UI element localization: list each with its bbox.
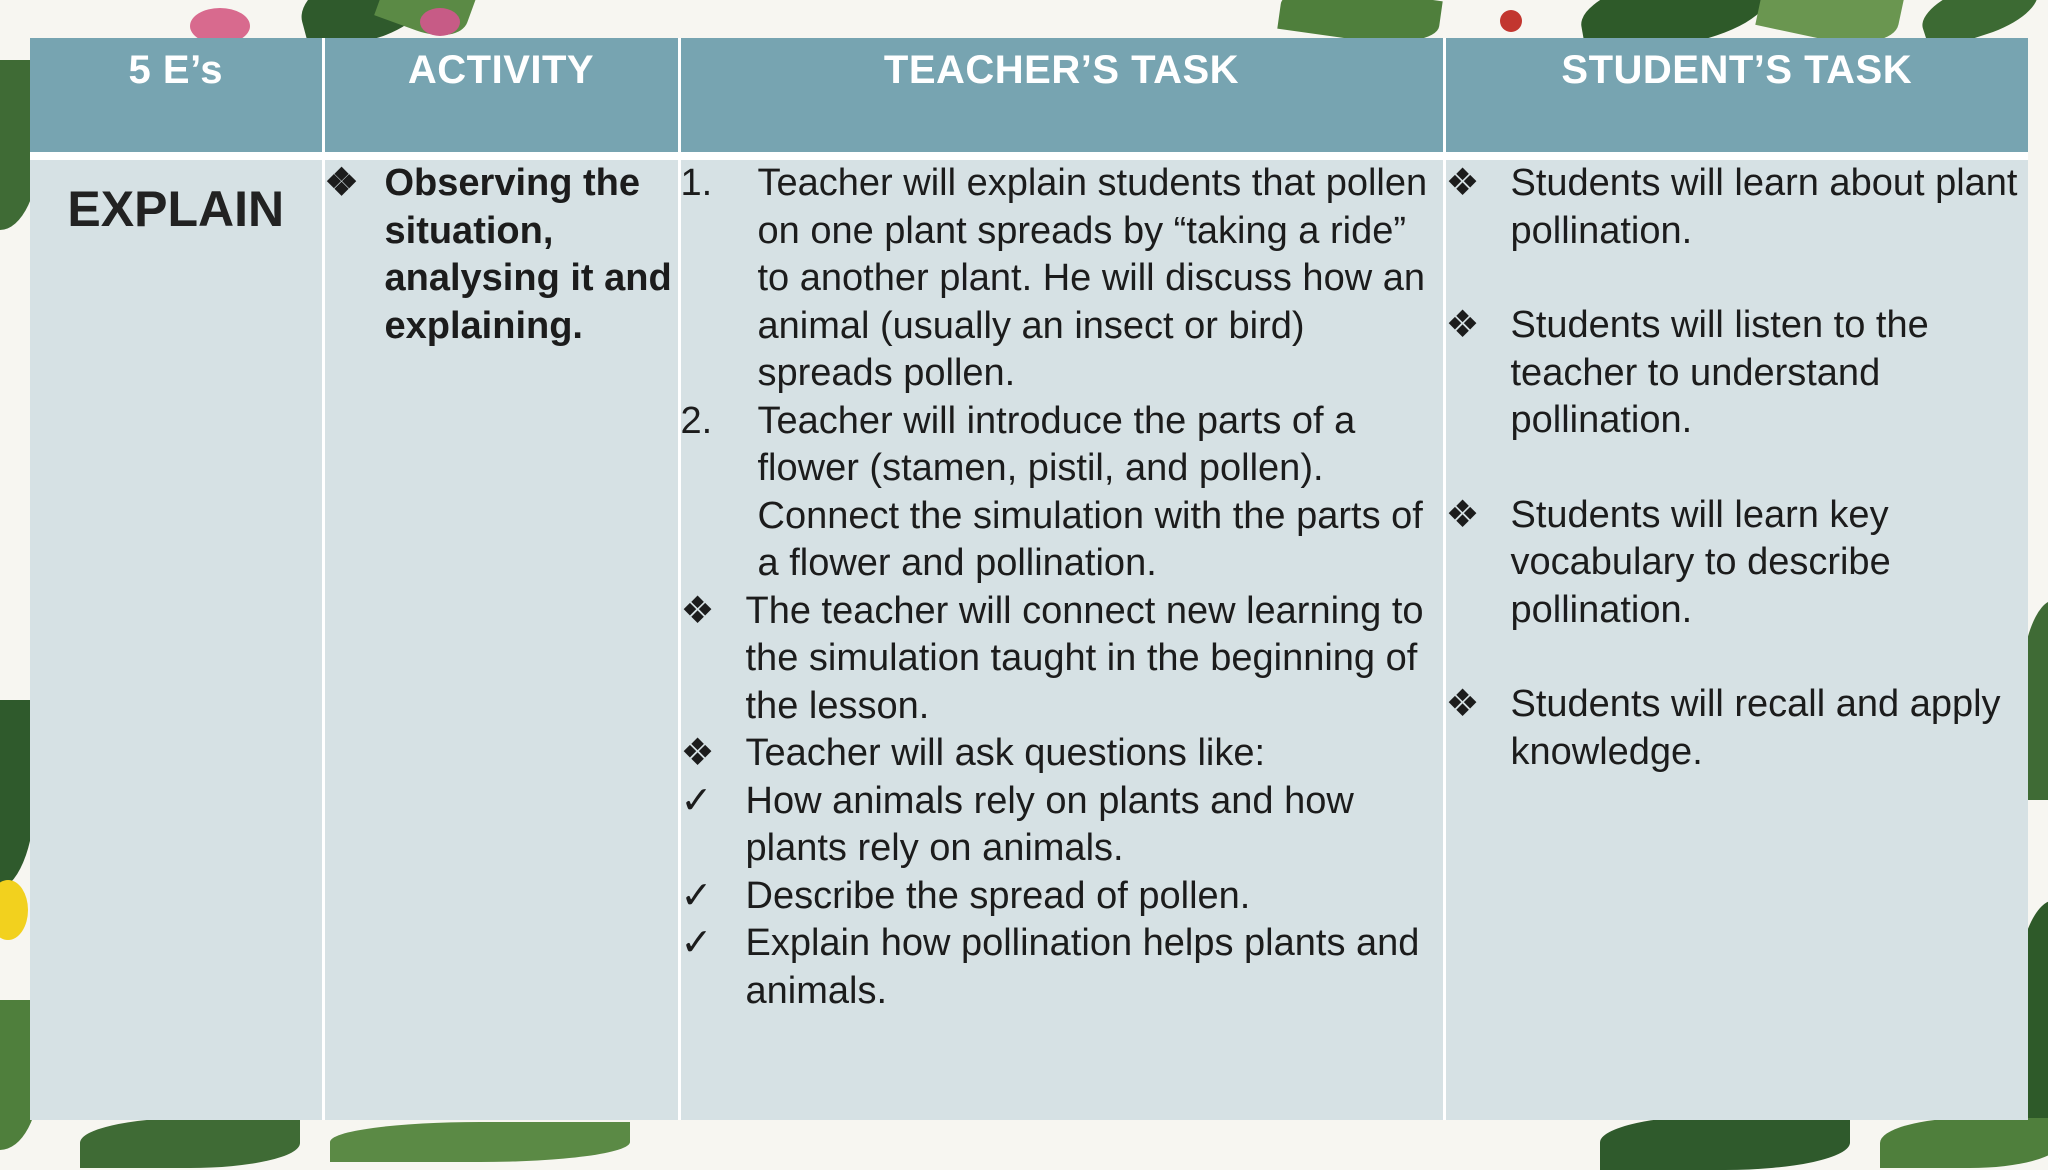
header-students-task: STUDENT’S TASK xyxy=(1444,38,2028,156)
flower-decoration xyxy=(0,880,28,940)
teacher-task-item xyxy=(681,730,1443,778)
student-task-item xyxy=(1446,160,2029,255)
teacher-task-text: Teacher will explain students that pollen on one plant spreads by “taking a ride” to another plant. He will discuss how an animal (usually an insect or bird) spreads pollen. xyxy=(757,162,1428,394)
student-task-item xyxy=(1446,302,2029,445)
student-task-item xyxy=(1446,681,2029,776)
teacher-task-item xyxy=(681,920,1443,1015)
header-activity: ACTIVITY xyxy=(323,38,679,156)
activity-item xyxy=(325,160,678,350)
number-marker: 2. xyxy=(680,399,713,442)
lesson-plan-table-container xyxy=(30,38,2028,1120)
activity-text: Observing the situation, analysing it and explaining. xyxy=(384,162,672,347)
leaf-decoration xyxy=(1880,1118,2048,1168)
teacher-task-text: Describe the spread of pollen. xyxy=(745,874,1251,917)
teachers-task-cell xyxy=(679,156,1444,1120)
leaf-decoration xyxy=(1600,1115,1850,1170)
diamond-bullet-icon: ❖ xyxy=(1445,683,1480,725)
student-task-text: Students will learn about plant pollination. xyxy=(1510,162,2018,252)
teacher-task-item xyxy=(681,588,1443,731)
student-task-text: Students will recall and apply knowledge. xyxy=(1510,683,2001,773)
leaf-decoration xyxy=(80,1118,300,1168)
explain-row xyxy=(30,156,2028,1120)
student-task-text: Students will listen to the teacher to understand pollination. xyxy=(1510,304,1929,441)
checkmark-icon: ✓ xyxy=(680,874,713,917)
teacher-task-text: How animals rely on plants and how plants rely on animals. xyxy=(745,779,1354,869)
diamond-bullet-icon: ❖ xyxy=(1445,162,1480,204)
student-task-text: Students will learn key vocabulary to describe pollination. xyxy=(1510,493,1891,631)
lesson-plan-table xyxy=(30,38,2028,1120)
teacher-task-text: Explain how pollination helps plants and animals. xyxy=(745,922,1420,1012)
number-marker: 1. xyxy=(680,162,713,204)
phase-label: EXPLAIN xyxy=(67,181,285,237)
header-teachers-task: TEACHER’S TASK xyxy=(679,38,1444,156)
student-task-item xyxy=(1446,492,2029,635)
leaf-decoration xyxy=(330,1122,630,1162)
diamond-bullet-icon: ❖ xyxy=(680,589,715,632)
teacher-task-text: Teacher will introduce the parts of a flower (stamen, pistil, and pollen). Connect the simulation with the parts of a flower and pollination. xyxy=(757,399,1423,584)
diamond-bullet-icon: ❖ xyxy=(1445,304,1480,346)
teacher-task-item xyxy=(681,873,1443,921)
teacher-task-text: Teacher will ask questions like: xyxy=(745,732,1266,774)
checkmark-icon: ✓ xyxy=(680,922,713,964)
berry-decoration xyxy=(1500,10,1522,32)
header-5es: 5 E’s xyxy=(30,38,323,156)
students-task-cell xyxy=(1444,156,2028,1120)
diamond-bullet-icon: ❖ xyxy=(1445,493,1480,536)
activity-cell xyxy=(323,156,679,1120)
diamond-bullet-icon: ❖ xyxy=(680,732,715,774)
checkmark-icon: ✓ xyxy=(680,779,713,822)
header-row xyxy=(30,38,2028,156)
teacher-task-text: The teacher will connect new learning to the simulation taught in the beginning of the lesson. xyxy=(745,589,1424,727)
phase-cell xyxy=(30,156,323,1120)
teacher-task-item xyxy=(681,778,1443,873)
teacher-task-item xyxy=(681,160,1443,398)
teacher-task-item xyxy=(681,398,1443,588)
diamond-bullet-icon: ❖ xyxy=(324,162,359,204)
flower-decoration xyxy=(420,8,460,36)
